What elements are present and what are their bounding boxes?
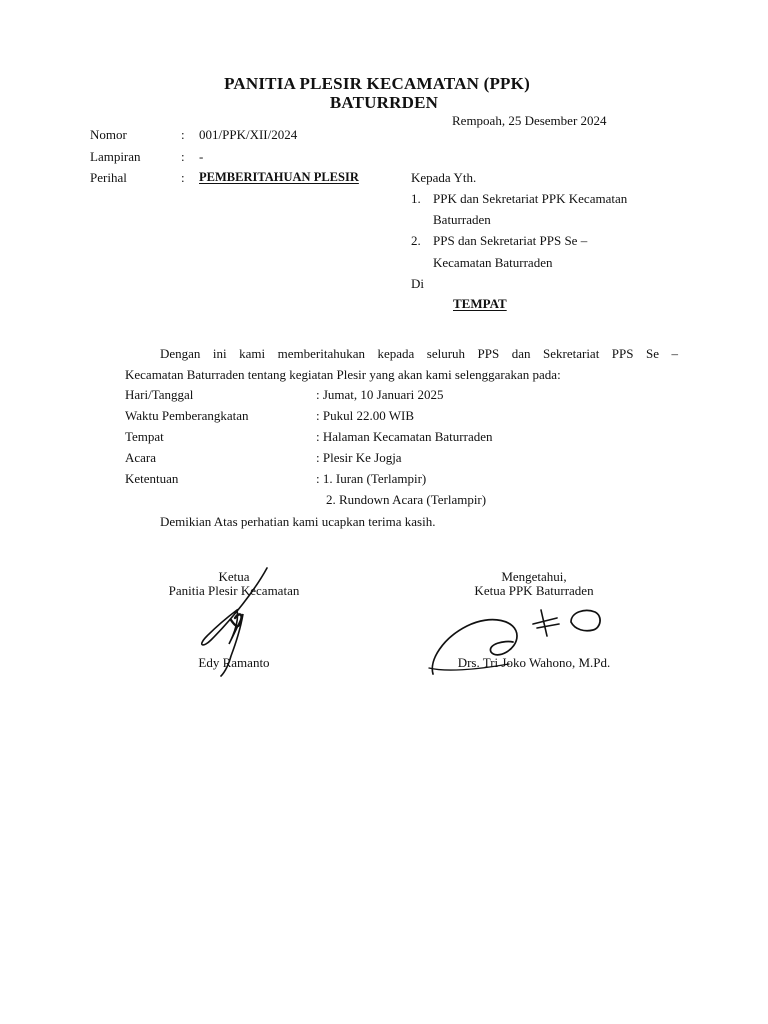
addressee-item-1-line2: Baturraden xyxy=(433,212,491,227)
meta-label-nomor: Nomor xyxy=(90,127,127,142)
addressee-place: TEMPAT xyxy=(453,296,507,311)
place-date: Rempoah, 25 Desember 2024 xyxy=(452,113,607,128)
body-intro-line1: Dengan ini kami memberitahukan kepada seluruh PPS dan Sekretariat PPS Se – xyxy=(160,346,678,361)
addressee-item-2-num: 2. xyxy=(411,233,421,248)
addressee-item-1-num: 1. xyxy=(411,191,421,206)
addressee-item-2-line1: PPS dan Sekretariat PPS Se – xyxy=(433,233,588,248)
signer-left-role-line1: Ketua xyxy=(218,569,250,584)
detail-value-ketentuan-1: : 1. Iuran (Terlampir) xyxy=(316,471,427,486)
detail-label-tempat: Tempat xyxy=(125,429,164,444)
detail-label-waktu: Waktu Pemberangkatan xyxy=(125,408,249,423)
letterhead-title-line1: PANITIA PLESIR KECAMATAN (PPK) xyxy=(224,74,530,93)
meta-label-lampiran: Lampiran xyxy=(90,149,141,164)
body-closing: Demikian Atas perhatian kami ucapkan terima kasih. xyxy=(160,514,436,529)
letterhead-title-line2: BATURRDEN xyxy=(329,93,439,112)
detail-value-ketentuan-2: 2. Rundown Acara (Terlampir) xyxy=(326,492,487,507)
signer-left-name: Edy Ramanto xyxy=(198,655,270,670)
detail-value-tempat: : Halaman Kecamatan Baturraden xyxy=(316,429,493,444)
detail-value-hari: : Jumat, 10 Januari 2025 xyxy=(316,387,444,402)
detail-value-acara: : Plesir Ke Jogja xyxy=(316,450,402,465)
signature-right xyxy=(425,600,610,690)
addressee-item-2-line2: Kecamatan Baturraden xyxy=(433,255,553,270)
meta-label-perihal: Perihal xyxy=(90,170,127,185)
signer-right-name: Drs. Tri Joko Wahono, M.Pd. xyxy=(457,655,611,670)
signer-left-role-line2: Panitia Plesir Kecamatan xyxy=(168,583,300,598)
detail-label-hari: Hari/Tanggal xyxy=(125,387,194,402)
meta-sep-perihal: : xyxy=(181,170,185,185)
addressee-item-1-line1: PPK dan Sekretariat PPK Kecamatan xyxy=(433,191,628,206)
body-intro-line2: Kecamatan Baturraden tentang kegiatan Plesir yang akan kami selenggarakan pada: xyxy=(125,367,561,382)
meta-sep-lampiran: : xyxy=(181,149,185,164)
addressee-greeting: Kepada Yth. xyxy=(411,170,477,185)
detail-label-ketentuan: Ketentuan xyxy=(125,471,179,486)
signer-right-role-line2: Ketua PPK Baturraden xyxy=(474,583,594,598)
meta-value-perihal: PEMBERITAHUAN PLESIR xyxy=(199,170,359,184)
addressee-di: Di xyxy=(411,276,424,291)
meta-value-lampiran: - xyxy=(199,149,204,164)
meta-sep-nomor: : xyxy=(181,127,185,142)
detail-value-waktu: : Pukul 22.00 WIB xyxy=(316,408,414,423)
meta-value-nomor: 001/PPK/XII/2024 xyxy=(199,127,298,142)
signer-right-role-line1: Mengetahui, xyxy=(501,569,567,584)
detail-label-acara: Acara xyxy=(125,450,157,465)
